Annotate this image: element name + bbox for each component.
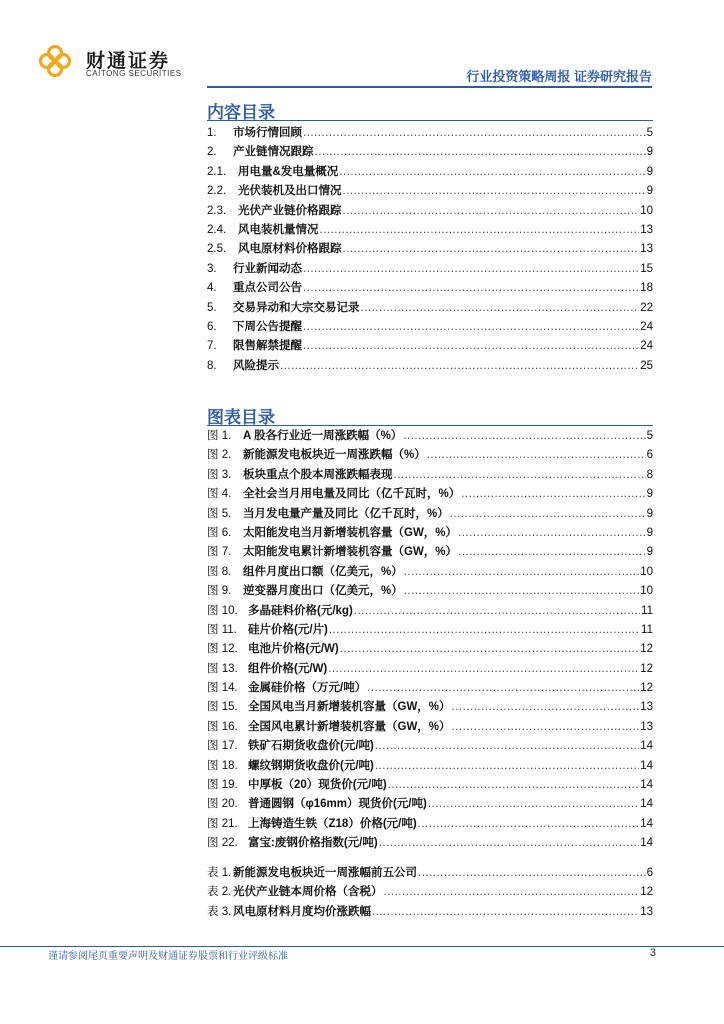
dot-leader xyxy=(329,621,640,640)
toc-entry[interactable] xyxy=(207,318,653,337)
entry-title: 全国风电累计新增装机容量（GW，%） xyxy=(248,720,451,733)
toc-entry[interactable] xyxy=(207,427,653,446)
toc-entry[interactable] xyxy=(207,834,653,853)
entry-number: 3. xyxy=(207,262,217,275)
entry-page: 9 xyxy=(646,185,653,198)
toc-entry[interactable] xyxy=(207,124,653,143)
entry-page: 9 xyxy=(646,526,653,539)
entry-number: 2.2. xyxy=(207,185,227,198)
dot-leader xyxy=(320,221,640,240)
dot-leader xyxy=(458,543,646,562)
entry-title: 下周公告提醒 xyxy=(233,320,302,333)
entry-title: 金属硅价格（万元/吨） xyxy=(248,682,367,695)
header-divider xyxy=(207,86,652,88)
entry-page: 24 xyxy=(640,340,653,353)
toc-entry[interactable] xyxy=(207,279,653,298)
entry-page: 14 xyxy=(640,837,653,850)
toc-title: 内容目录 xyxy=(207,103,275,122)
tables-list xyxy=(207,864,653,922)
dot-leader xyxy=(361,299,640,318)
entry-title: 太阳能发电当月新增装机容量（GW，%） xyxy=(243,526,458,539)
entry-title: 新能源发电板块近一周涨幅前五公司 xyxy=(233,867,417,879)
entry-page: 12 xyxy=(640,682,653,695)
entry-page: 13 xyxy=(640,243,653,256)
toc-entry[interactable] xyxy=(207,299,653,318)
dot-leader xyxy=(388,776,640,795)
entry-number: 2.1. xyxy=(207,165,227,178)
entry-number: 图 2. xyxy=(207,449,232,462)
toc-entry[interactable] xyxy=(207,718,653,737)
dot-leader xyxy=(343,240,640,259)
entry-number: 7. xyxy=(207,340,217,353)
entry-title: 逆变器月度出口（亿美元，%） xyxy=(243,585,403,598)
report-type: 行业投资策略周报 证券研究报告 xyxy=(466,69,652,84)
entry-page: 10 xyxy=(640,565,653,578)
entry-number: 8. xyxy=(207,359,217,372)
entry-title: 风电原材料月度均价涨跌幅 xyxy=(233,905,371,918)
toc-entry[interactable] xyxy=(207,446,653,465)
toc-entry[interactable] xyxy=(207,563,653,582)
entry-number: 图 10. xyxy=(207,604,238,617)
dot-leader xyxy=(375,757,639,776)
entry-page: 12 xyxy=(640,662,653,675)
toc-entry[interactable] xyxy=(207,679,653,698)
entry-number: 图 14. xyxy=(207,682,238,695)
entry-title: 电池片价格(元/W) xyxy=(248,643,339,656)
toc-entry[interactable] xyxy=(207,795,653,814)
entry-title: 组件月度出口额（亿美元，%） xyxy=(243,565,403,578)
toc-entry[interactable] xyxy=(207,698,653,717)
entry-page: 13 xyxy=(640,223,653,236)
entry-title: 光伏装机及出口情况 xyxy=(238,185,342,198)
entry-number: 图 13. xyxy=(207,662,238,675)
toc-list xyxy=(207,124,653,376)
dot-leader xyxy=(404,563,639,582)
entry-page: 8 xyxy=(646,468,653,481)
entry-title: 风电装机量情况 xyxy=(238,223,319,236)
entry-title: 用电量&发电量概况 xyxy=(238,165,339,178)
entry-page: 12 xyxy=(640,886,653,899)
entry-page: 6 xyxy=(646,449,653,462)
figures-title: 图表目录 xyxy=(207,408,275,427)
dot-leader xyxy=(303,279,639,298)
entry-page: 9 xyxy=(646,488,653,501)
entry-title: 组件价格(元/W) xyxy=(248,662,328,675)
entry-page: 14 xyxy=(640,817,653,830)
entry-number: 图 12. xyxy=(207,643,238,656)
brand-name-en: CAITONG SECURITIES xyxy=(86,69,182,78)
entry-number: 6. xyxy=(207,320,217,333)
dot-leader xyxy=(452,718,640,737)
entry-number: 1. xyxy=(207,127,217,139)
entry-title: 中厚板（20）现货价(元/吨) xyxy=(248,779,387,792)
entry-number: 表 2. xyxy=(207,886,232,899)
entry-number: 2. xyxy=(207,146,217,159)
entry-title: 富宝:废钢价格指数(元/吨) xyxy=(248,837,378,850)
dot-leader xyxy=(354,602,640,621)
toc-entry[interactable] xyxy=(207,221,653,240)
entry-page: 6 xyxy=(646,867,653,879)
figures-list xyxy=(207,427,653,854)
entry-page: 11 xyxy=(641,623,653,636)
entry-number: 图 6. xyxy=(207,526,232,539)
entry-title: 市场行情回顾 xyxy=(233,127,302,139)
dot-leader xyxy=(384,883,640,902)
toc-entry[interactable] xyxy=(207,776,653,795)
toc-entry[interactable] xyxy=(207,757,653,776)
entry-page: 14 xyxy=(640,779,653,792)
entry-title: 光伏产业链本周价格（含税） xyxy=(233,886,383,899)
dot-leader xyxy=(303,260,639,279)
entry-page: 13 xyxy=(640,905,653,918)
entry-page: 12 xyxy=(640,643,653,656)
entry-title: 限售解禁提醒 xyxy=(233,340,302,353)
entry-title: 风险提示 xyxy=(233,359,279,372)
entry-title: 光伏产业链价格跟踪 xyxy=(238,204,342,217)
toc-entry[interactable] xyxy=(207,357,653,376)
toc-title-rule xyxy=(207,120,653,121)
entry-number: 图 19. xyxy=(207,779,238,792)
dot-leader xyxy=(343,202,640,221)
entry-number: 图 22. xyxy=(207,837,238,850)
toc-entry[interactable] xyxy=(207,202,653,221)
entry-page: 14 xyxy=(640,798,653,811)
entry-title: 板块重点个股本周涨跌幅表现 xyxy=(243,468,393,481)
entry-number: 2.4. xyxy=(207,223,227,236)
entry-title: 行业新闻动态 xyxy=(233,262,302,275)
entry-number: 图 7. xyxy=(207,546,232,559)
page-header xyxy=(0,0,724,90)
toc-entry[interactable] xyxy=(207,485,653,504)
entry-number: 图 4. xyxy=(207,488,232,501)
entry-title: 螺纹钢期货收盘价(元/吨) xyxy=(248,759,374,772)
entry-number: 图 3. xyxy=(207,468,232,481)
dot-leader xyxy=(303,124,646,143)
entry-page: 9 xyxy=(646,507,653,520)
toc-entry[interactable] xyxy=(207,815,653,834)
entry-number: 4. xyxy=(207,282,217,295)
entry-title: 交易异动和大宗交易记录 xyxy=(233,301,360,314)
entry-page: 13 xyxy=(640,701,653,714)
dot-leader xyxy=(372,903,639,922)
entry-number: 图 17. xyxy=(207,740,238,753)
toc-entry[interactable] xyxy=(207,260,653,279)
toc-entry[interactable] xyxy=(207,602,653,621)
dot-leader xyxy=(379,834,640,853)
entry-number: 图 20. xyxy=(207,798,238,811)
toc-entry[interactable] xyxy=(207,737,653,756)
dot-leader xyxy=(403,427,645,446)
toc-entry[interactable] xyxy=(207,182,653,201)
toc-entry[interactable] xyxy=(207,883,653,902)
figures-title-rule xyxy=(207,425,653,426)
entry-number: 图 21. xyxy=(207,817,238,830)
entry-number: 图 9. xyxy=(207,585,232,598)
entry-page: 5 xyxy=(646,430,653,442)
entry-title: 硅片价格(元/片) xyxy=(248,623,328,636)
entry-title: 当月发电量产量及同比（亿千瓦时，%） xyxy=(243,507,449,520)
dot-leader xyxy=(427,446,646,465)
caitong-logo-icon xyxy=(38,44,72,78)
entry-page: 25 xyxy=(640,359,653,372)
entry-number: 图 18. xyxy=(207,759,238,772)
dot-leader xyxy=(375,737,639,756)
entry-number: 表 1. xyxy=(207,867,232,879)
page-number: 3 xyxy=(649,947,656,959)
dot-leader xyxy=(303,337,639,356)
dot-leader xyxy=(280,357,639,376)
entry-title: 全社会当月用电量及同比（亿千瓦时，%） xyxy=(243,488,461,501)
dot-leader xyxy=(394,466,646,485)
dot-leader xyxy=(428,795,639,814)
toc-entry[interactable] xyxy=(207,864,653,883)
entry-page: 14 xyxy=(640,759,653,772)
entry-title: 全国风电当月新增装机容量（GW，%） xyxy=(248,701,451,714)
entry-number: 图 1. xyxy=(207,430,232,442)
entry-number: 图 8. xyxy=(207,565,232,578)
entry-page: 13 xyxy=(640,720,653,733)
entry-number: 5. xyxy=(207,301,217,314)
dot-leader xyxy=(328,660,639,679)
entry-title: 多晶硅料价格(元/kg) xyxy=(248,604,353,617)
entry-page: 14 xyxy=(640,740,653,753)
dot-leader xyxy=(418,815,640,834)
entry-page: 9 xyxy=(646,146,653,159)
entry-number: 2.3. xyxy=(207,204,227,217)
entry-page: 11 xyxy=(641,604,653,617)
entry-title: 重点公司公告 xyxy=(233,282,302,295)
dot-leader xyxy=(340,640,639,659)
toc-entry[interactable] xyxy=(207,143,653,162)
entry-title: 普通圆钢（φ16mm）现货价(元/吨) xyxy=(248,798,427,811)
entry-title: 铁矿石期货收盘价(元/吨) xyxy=(248,740,374,753)
dot-leader xyxy=(404,582,639,601)
dot-leader xyxy=(315,143,646,162)
entry-page: 22 xyxy=(640,301,653,314)
toc-entry[interactable] xyxy=(207,543,653,562)
entry-number: 2.5. xyxy=(207,243,227,256)
toc-entry[interactable] xyxy=(207,660,653,679)
dot-leader xyxy=(458,524,646,543)
toc-entry[interactable] xyxy=(207,466,653,485)
dot-leader xyxy=(461,485,645,504)
toc-entry[interactable] xyxy=(207,582,653,601)
toc-entry[interactable] xyxy=(207,640,653,659)
entry-title: 太阳能发电累计新增装机容量（GW，%） xyxy=(243,546,458,559)
entry-title: 风电原材料价格跟踪 xyxy=(238,243,342,256)
toc-entry[interactable] xyxy=(207,240,653,259)
footer-disclaimer: 谨请参阅尾页重要声明及财通证券股票和行业评级标准 xyxy=(48,951,288,962)
entry-page: 9 xyxy=(646,165,653,178)
toc-entry[interactable] xyxy=(207,903,653,922)
toc-entry[interactable] xyxy=(207,621,653,640)
toc-entry[interactable] xyxy=(207,524,653,543)
dot-leader xyxy=(303,318,639,337)
entry-number: 表 3. xyxy=(207,905,232,918)
entry-page: 15 xyxy=(640,262,653,275)
entry-page: 10 xyxy=(640,585,653,598)
entry-page: 10 xyxy=(640,204,653,217)
entry-title: 上海铸造生铁（Z18）价格(元/吨) xyxy=(248,817,417,830)
entry-number: 图 15. xyxy=(207,701,238,714)
entry-number: 图 5. xyxy=(207,507,232,520)
entry-page: 9 xyxy=(646,546,653,559)
entry-page: 18 xyxy=(640,282,653,295)
dot-leader xyxy=(418,864,646,883)
entry-number: 图 16. xyxy=(207,720,238,733)
toc-entry[interactable] xyxy=(207,337,653,356)
entry-title: 新能源发电板块近一周涨跌幅（%） xyxy=(243,449,426,462)
entry-number: 图 11. xyxy=(207,623,237,636)
toc-entry[interactable] xyxy=(207,505,653,524)
brand-name-cn: 财通证券 xyxy=(86,51,171,72)
dot-leader xyxy=(450,505,646,524)
entry-title: A 股各行业近一周涨跌幅（%） xyxy=(243,430,403,442)
dot-leader xyxy=(339,163,645,182)
entry-title: 产业链情况跟踪 xyxy=(233,146,314,159)
entry-page: 5 xyxy=(646,127,653,139)
entry-page: 24 xyxy=(640,320,653,333)
dot-leader xyxy=(367,679,639,698)
dot-leader xyxy=(343,182,646,201)
toc-entry[interactable] xyxy=(207,163,653,182)
dot-leader xyxy=(452,698,640,717)
